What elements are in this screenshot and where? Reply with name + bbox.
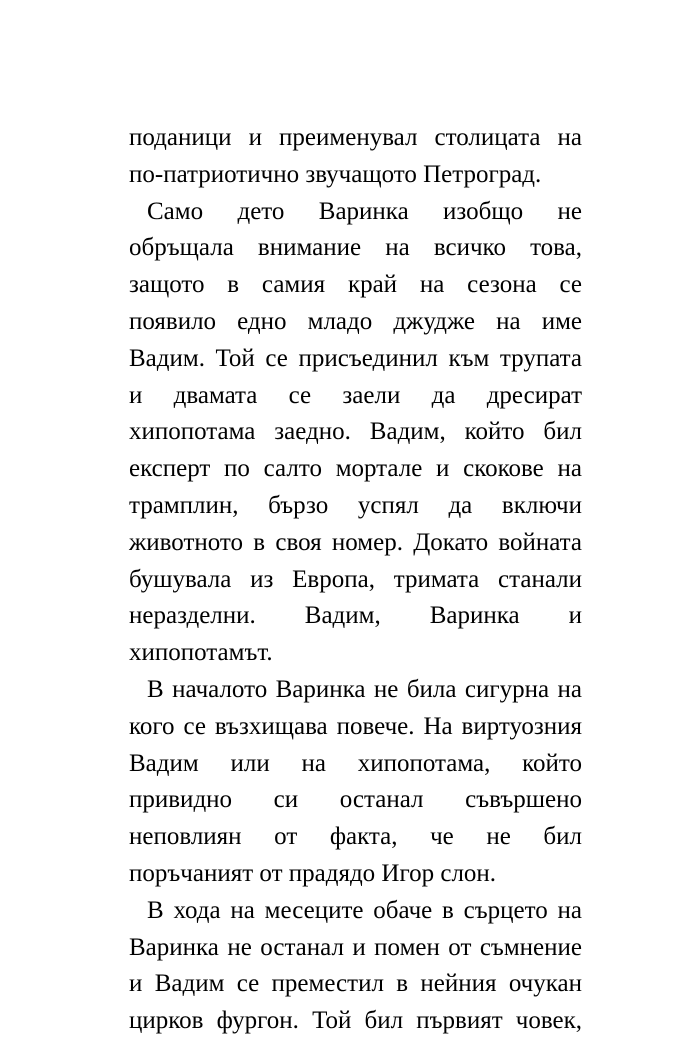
text-line: поръчаният от прадядо Игор слон. bbox=[129, 859, 497, 887]
text-line: Варинка не останал и помен от съмнение bbox=[129, 933, 582, 961]
text-line: бушувала из Европа, тримата станали bbox=[129, 565, 582, 593]
text-line: и двамата се заели да дресират bbox=[129, 381, 582, 409]
text-line: Само дето Варинка изобщо не bbox=[147, 197, 582, 225]
text-line: В хода на месеците обаче в сърцето на bbox=[147, 896, 582, 924]
text-line: обръщала внимание на всичко това, bbox=[129, 234, 582, 262]
text-line: В началото Варинка не била сигурна на bbox=[147, 675, 582, 703]
text-line: появило едно младо джудже на име bbox=[129, 307, 582, 335]
text-line: Вадим. Той се присъединил към трупата bbox=[129, 344, 582, 372]
text-line: животното в своя номер. Докато войната bbox=[129, 528, 582, 556]
text-line: хипопотама заедно. Вадим, който бил bbox=[129, 418, 582, 446]
text-line: Вадим или на хипопотама, който bbox=[129, 749, 582, 777]
text-line: привидно си останал съвършено bbox=[129, 786, 582, 814]
text-line: експерт по салто мортале и скокове на bbox=[129, 455, 582, 483]
text-line: хипопотамът. bbox=[129, 639, 273, 667]
text-line: поданици и преименувал столицата на bbox=[129, 124, 582, 151]
text-line: неразделни. Вадим, Варинка и bbox=[129, 602, 582, 630]
text-line: трамплин, бързо успял да включи bbox=[129, 491, 582, 519]
text-line: цирков фургон. Той бил първият човек, bbox=[129, 1007, 582, 1035]
body-text bbox=[129, 120, 582, 1040]
text-line: защото в самия край на сезона се bbox=[129, 271, 582, 299]
text-line: неповлиян от факта, че не бил bbox=[129, 823, 582, 851]
text-line: и Вадим се преместил в нейния очукан bbox=[129, 970, 582, 998]
text-line: кого се възхищава повече. На виртуозния bbox=[129, 712, 582, 740]
text-line: по-патриотично звучащото Петроград. bbox=[129, 160, 542, 188]
